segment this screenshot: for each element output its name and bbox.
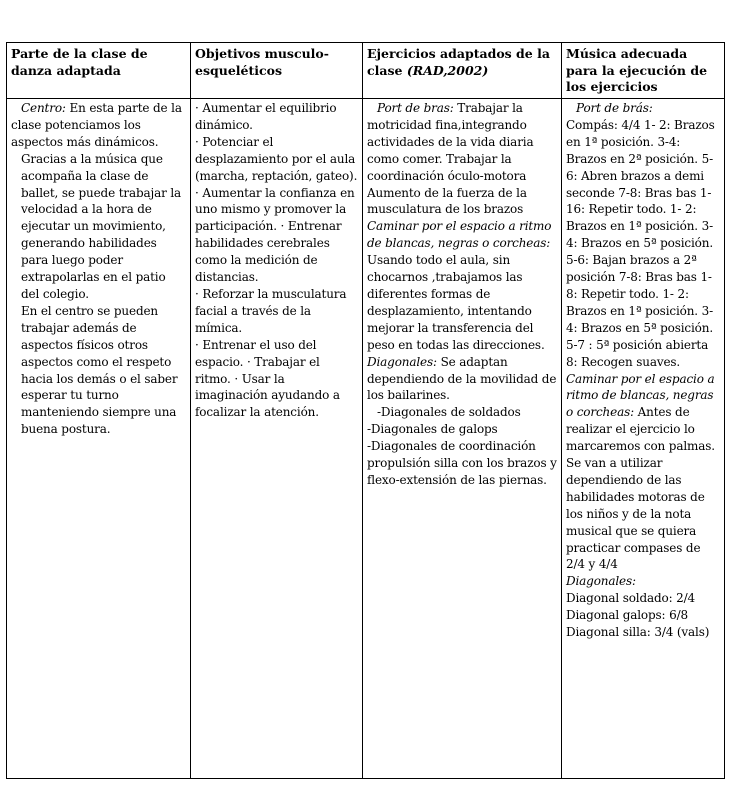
- caminar-label: Caminar por el espacio a ritmo de blancas, negras o corcheas:: [367, 219, 552, 251]
- cell-music: [562, 99, 725, 779]
- caminar-text: Usando todo el aula, sin chocarnos ,trabajamos las diferentes formas de desplazamiento, intentando mejorar la transferencia del peso en todas las direcciones.: [367, 253, 545, 352]
- cell-exercises: [363, 99, 562, 779]
- port-de-bras-label: Port de bras:: [377, 101, 454, 115]
- music-diagonales-label: Diagonales:: [566, 574, 636, 589]
- objective-displacement: · Potenciar el desplazamiento por el aula (marcha, reptación, gateo). · Aumentar la confianza en uno mismo y promover la participación. · Entrenar habilidades cerebrales como la medición de distancias.: [195, 134, 358, 285]
- header-music: Música adecuada para la ejecución de los ejercicios: [562, 43, 725, 99]
- header-row: [7, 43, 725, 99]
- centro-text: En esta parte de la clase potenciamos los aspectos más dinámicos.: [11, 101, 182, 149]
- port-de-bras-text: Trabajar la motricidad fina,integrando actividades de la vida diaria como comer. Trabajar la coordinación óculo-motora Aumento de la fuerza de la musculatura de los brazos: [367, 101, 534, 217]
- cell-objectives: [191, 99, 363, 779]
- music-port-label: Port de brás:: [576, 101, 653, 115]
- objective-facial: · Reforzar la musculatura facial a través de la mímica.: [195, 286, 347, 335]
- music-caminar-text: Antes de realizar el ejercicio lo marcaremos con palmas. Se van a utilizar dependiendo de las habilidades motoras de los niños y de la nota musical que se quiera practicar compases de 2/4 y 4/4: [566, 405, 715, 572]
- objective-space: · Entrenar el uso del espacio. · Trabajar el ritmo. · Usar la imaginación ayudando a focalizar la atención.: [195, 337, 340, 420]
- diagonal-soldados: -Diagonales de soldados: [377, 405, 521, 420]
- diagonales-text: Se adaptan dependiendo de la movilidad de los bailarines.: [367, 354, 557, 403]
- cell-part: [7, 99, 191, 779]
- diagonal-galops: -Diagonales de galops: [367, 422, 498, 437]
- music-caminar-label: Caminar por el espacio a ritmo de blancas, negras o corcheas:: [566, 371, 715, 420]
- diagonales-label: Diagonales:: [367, 354, 437, 369]
- centro-label: Centro:: [21, 101, 66, 115]
- header-objectives: Objetivos musculo-esqueléticos: [191, 43, 363, 99]
- centro-paragraph-respect: En el centro se pueden trabajar además de aspectos físicos otros aspectos como el respeto hacia los demás o el saber esperar tu turno manteniendo siempre una buena postura.: [21, 303, 178, 437]
- exercise-table: [6, 42, 725, 779]
- music-port-text: Compás: 4/4 1- 2: Brazos en 1ª posición. 3-4: Brazos en 2ª posición. 5-6: Abren brazos a demi seconde 7-8: Bras bas 1-16: Repetir todo. 1- 2: Brazos en 1ª posición. 3-4: Brazos en 5ª posición. 5-6: Bajan brazos a 2ª posición 7-8: Bras bas 1-8: Repetir todo. 1- 2: Brazos en 1ª posición. 3-4: Brazos en 5ª posición. 5-7 : 5ª posición abierta 8: Recogen suaves.: [566, 117, 715, 369]
- header-part: Parte de la clase de danza adaptada: [7, 43, 191, 99]
- diagonal-coordinacion: -Diagonales de coordinación propulsión silla con los brazos y flexo-extensión de las piernas.: [367, 439, 557, 487]
- music-diagonales-text: Diagonal soldado: 2/4 Diagonal galops: 6/8 Diagonal silla: 3/4 (vals): [566, 591, 710, 640]
- content-row: [7, 99, 725, 779]
- centro-paragraph-music: Gracias a la música que acompaña la clase de ballet, se puede trabajar la velocidad a la hora de ejecutar un movimiento, generando habilidades para luego poder extrapolarlas en el patio del colegio.: [21, 151, 182, 301]
- objective-equilibrium: · Aumentar el equilibrio dinámico.: [195, 101, 337, 132]
- header-exercises: Ejercicios adaptados de la clase (RAD,2002): [363, 43, 562, 99]
